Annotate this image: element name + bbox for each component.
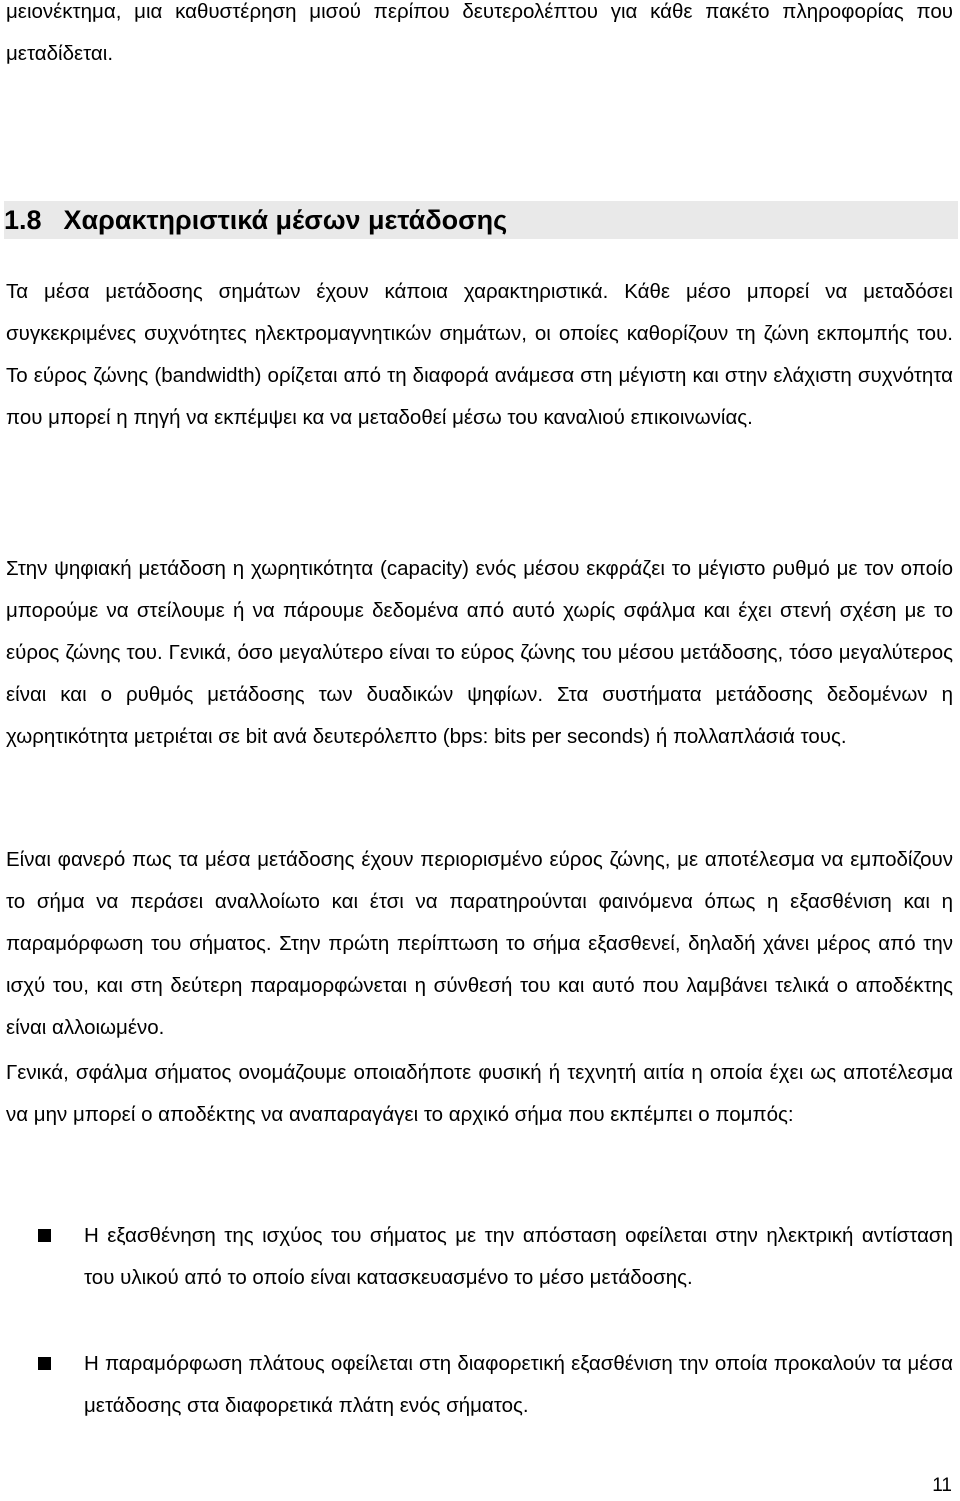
section-heading [4,201,958,239]
section-title: Χαρακτηριστικά μέσων μετάδοσης [63,205,508,235]
paragraph-capacity: Στην ψηφιακή μετάδοση η χωρητικότητα (capacity) ενός μέσου εκφράζει το μέγιστο ρυθμό με τον οποίο μπορούμε να στείλουμε ή να πάρουμε δεδομένα από αυτό χωρίς σφάλμα και έχει στενή σχέση με το εύρος ζώνης του. Γενικά, όσο μεγαλύτερο είναι το εύρος ζώνης του μέσου μετάδοσης, τόσο μεγαλύτερος είναι και ο ρυθμός μετάδοσης των δυαδικών ψηφίων. Στα συστήματα μετάδοσης δεδομένων η χωρητικότητα μετριέται σε bit ανά δευτερόλεπτο (bps: bits per seconds) ή πολλαπλάσιά τους. [6,557,953,748]
section-number: 1.8 [4,205,42,235]
intro-paragraph-tail: μειονέκτημα, μια καθυστέρηση μισού περίπου δευτερολέπτου για κάθε πακέτο πληροφορίας που μεταδίδεται. [6,0,953,65]
paragraph-attenuation: Είναι φανερό πως τα μέσα μετάδοσης έχουν περιορισμένο εύρος ζώνης, με αποτέλεσμα να εμποδίζουν το σήμα να περάσει αναλλοίωτο και έτσι να παρατηρούνται φαινόμενα όπως η εξασθένιση και η παραμόρφωση του σήματος. Στην πρώτη περίπτωση το σήμα εξασθενεί, δηλαδή χάνει μέρος από την ισχύ του, και στη δεύτερη παραμορφώνεται η σύνθεσή του και αυτό που λαμβάνει τελικά ο αποδέκτης είναι αλλοιωμένο. [6,848,953,1039]
bullet-text: Η παραμόρφωση πλάτους οφείλεται στη διαφορετική εξασθένιση την οποία προκαλούν τα μέσα μετάδοσης στα διαφορετικά πλάτη ενός σήματος. [84,1352,953,1417]
square-bullet-icon [38,1229,51,1242]
bullet-text: Η εξασθένηση της ισχύος του σήματος με την απόσταση οφείλεται στην ηλεκτρική αντίσταση του υλικού από το οποίο είναι κατασκευασμένο το μέσο μετάδοσης. [84,1224,953,1289]
page-number: 11 [932,1475,952,1496]
paragraph-bandwidth: Τα μέσα μετάδοσης σημάτων έχουν κάποια χαρακτηριστικά. Κάθε μέσο μπορεί να μεταδόσει συγκεκριμένες συχνότητες ηλεκτρομαγνητικών σημάτων, οι οποίες καθορίζουν τη ζώνη εκπομπής του. Το εύρος ζώνης (bandwidth) ορίζεται από τη διαφορά ανάμεσα στη μέγιστη και στην ελάχιστη συχνότητα που μπορεί η πηγή να εκπέμψει κα να μεταδοθεί μέσω του καναλιού επικοινωνίας. [6,280,953,429]
paragraph-signal-error: Γενικά, σφάλμα σήματος ονομάζουμε οποιαδήποτε φυσική ή τεχνητή αιτία η οποία έχει ως αποτέλεσμα να μην μπορεί ο αποδέκτης να αναπαραγάγει το αρχικό σήμα που εκπέμπει ο πομπός: [6,1061,953,1126]
square-bullet-icon [38,1357,51,1370]
